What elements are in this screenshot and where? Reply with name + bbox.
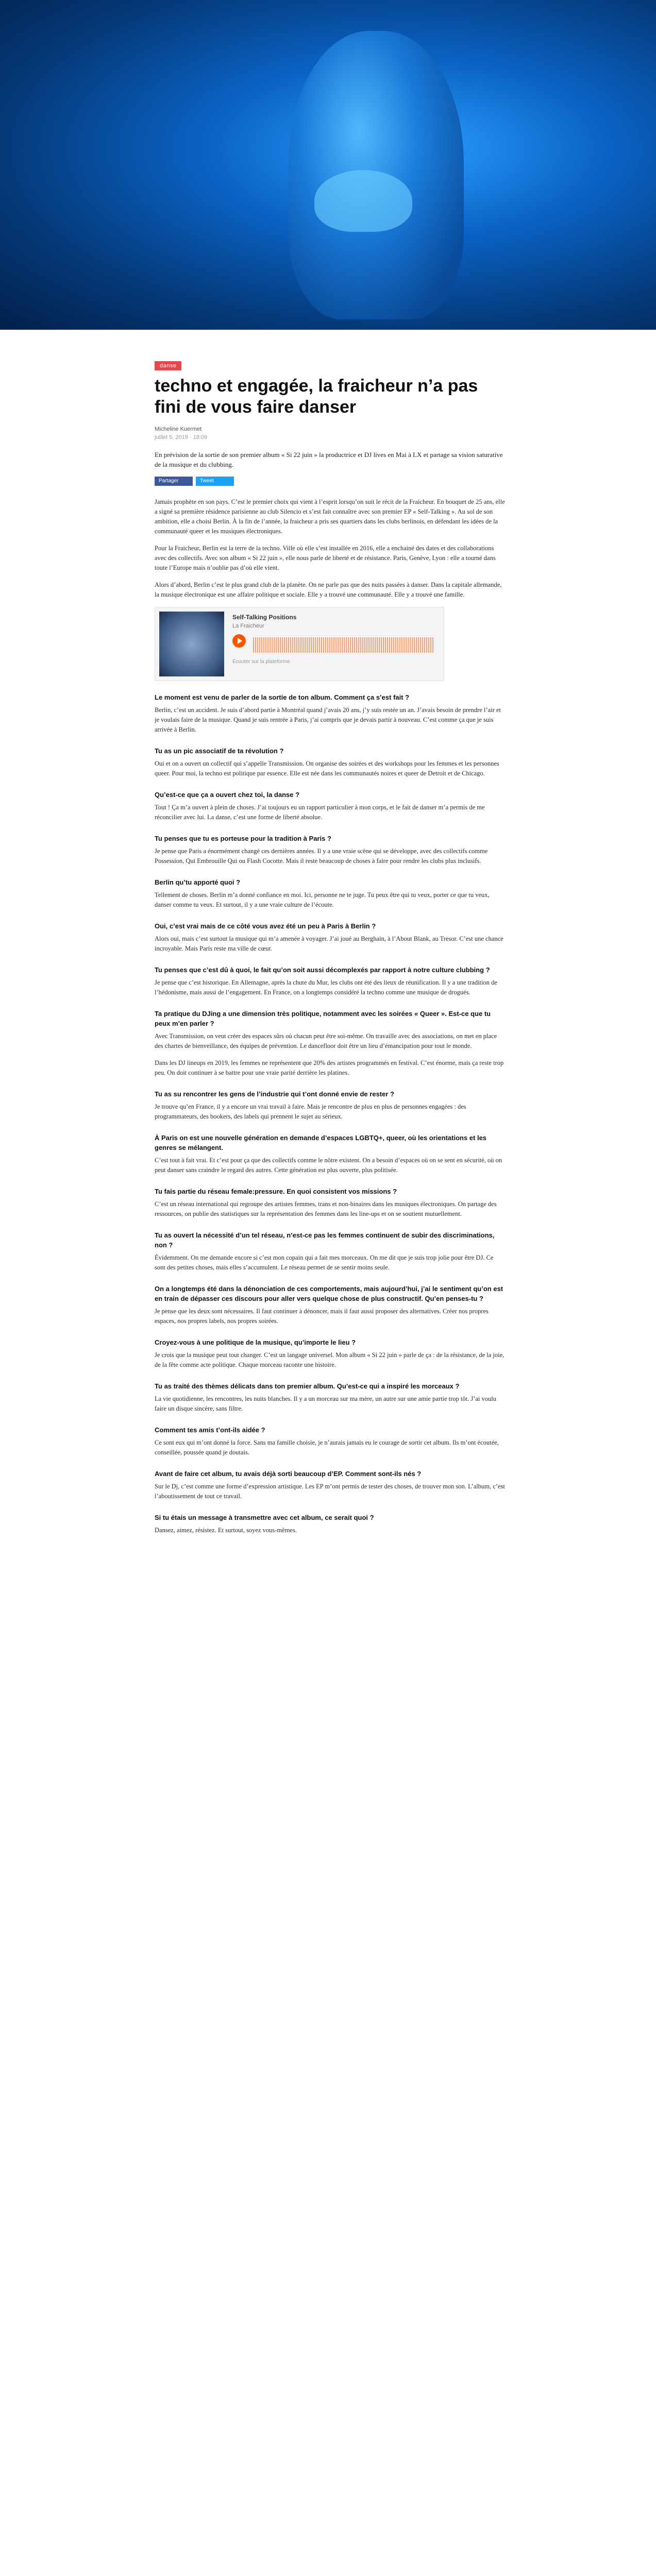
paragraph: La vie quotidienne, les rencontres, les nuits blanches. Il y a un morceau sur ma mère, un autre sur une amie partie trop tôt. J’ai voulu faire un disque sincère, sans filtre. <box>155 1395 496 1412</box>
question: Berlin qu’tu apporté quoi ? <box>155 878 241 886</box>
question: Tu as traité des thèmes délicats dans ton premier album. Qu’est-ce qui a inspiré les morceaux ? <box>155 1382 460 1390</box>
paragraph: Ce sont eux qui m’ont donné la force. Sans ma famille choisie, je n’aurais jamais eu le courage de sortir cet album. Ils m’ont écoutée, conseillée, poussée quand je doutais. <box>155 1439 499 1456</box>
question: Si tu étais un message à transmettre avec cet album, ce serait quoi ? <box>155 1514 374 1521</box>
paragraph: Alors oui, mais c’est surtout la musique qui m’a amenée à voyager. J’ai joué au Berghain, à l’About Blank, au Tresor. C’est une chance incroyable. Mais Paris reste ma ville de cœur. <box>155 935 503 952</box>
question: Comment tes amis t’ont-ils aidée ? <box>155 1426 265 1434</box>
paragraph: Évidemment. On me demande encore si c’est mon copain qui a fait mes morceaux. On me dit que je suis trop jolie pour être DJ. Ce sont des petites choses, mais elles s’accumulent. Le réseau permet de se sentir moins seule. <box>155 1254 494 1271</box>
paragraph: Dans les DJ lineups en 2019, les femmes ne représentent que 20% des artistes programmés en festival. C’est énorme, mais ça reste trop peu. On doit continuer à se battre pour une vraie parité derrière les platines. <box>155 1059 504 1076</box>
question: Tu as su rencontrer les gens de l’industrie qui t’ont donné envie de rester ? <box>155 1090 394 1098</box>
category-badge[interactable]: danse <box>155 361 181 370</box>
waveform[interactable] <box>253 637 433 653</box>
question: On a longtemps été dans la dénonciation de ces comportements, mais aujourd’hui, j’ai le sentiment qu’on est en train de dépasser ces discours pour aller vers quelque chose de plus constructif. Qu’en penses-tu ? <box>155 1285 503 1302</box>
paragraph: Tellement de choses. Berlin m’a donné confiance en moi. Ici, personne ne te juge. Tu peux être qui tu veux, porter ce que tu veux, danser comme tu veux. Et surtout, il y a une vraie culture de l’écoute. <box>155 891 490 908</box>
paragraph: Pour la Fraicheur, Berlin est la terre de la techno. Ville où elle s’est installée en 2016, elle a enchainé des dates et des collaborations avec des collectifs. Avec son album « Si 22 juin », elle nous parle de liberté et de résistance. Paris, Genève, Lyon : elle a tourné dans toute l’Europe mais n’oublie pas d’où elle vient. <box>155 545 496 571</box>
paragraph: Alors d’abord, Berlin c’est le plus grand club de la planète. On ne parle pas que des nuits passées à danser. Dans la capitale allemande, la musique électronique est une affaire politique et sociale. Elle y a trouvé une communauté. Elle y a trouvé une famille. <box>155 581 502 598</box>
question: Ta pratique du DJing a une dimension très politique, notamment avec les soirées « Queer ». Est-ce que tu peux m’en parler ? <box>155 1010 491 1027</box>
paragraph: Dansez, aimez, résistez. Et surtout, soyez vous-mêmes. <box>155 1527 297 1534</box>
paragraph: Avec Transmission, on veut créer des espaces sûrs où chacun peut être soi-même. On travaille avec des associations, on met en place des chartes de bienveillance, des équipes de prévention. Le dancefloor doit être un lieu d’émancipation pour tout le monde. <box>155 1032 497 1049</box>
publish-date: juillet 5, 2019 · 18:09 <box>155 434 208 440</box>
article-lead: En prévision de la sortie de son premier album « Si 22 juin » la productrice et DJ lives en Mai à LX et partage sa vision saturative de la musique et du clubbing. <box>155 451 503 468</box>
track-source[interactable]: Écouter sur la plateforme <box>232 659 290 665</box>
question: Tu penses que c’est dû à quoi, le fait qu’on soit aussi décomplexés par rapport à notre culture clubbing ? <box>155 966 490 974</box>
portrait-hand <box>314 170 412 232</box>
paragraph: Berlin, c’est un accident. Je suis d’abord partie à Montréal quand j’avais 20 ans, j’y suis restée un an. J’avais besoin de prendre l’air et je voulais faire de la musique. Quand je suis rentrée à Paris, j’ai compris que je devais partir à nouveau. C’est comme ça que je suis arrivée à Berlin. <box>155 706 501 733</box>
byline <box>155 425 505 442</box>
paragraph: Je pense que c’est historique. En Allemagne, après la chute du Mur, les clubs ont été des lieux de réunification. Il y a une tradition de l’hédonisme, mais aussi de l’engagement. En France, on a longtemps considéré la techno comme une musique de drogués. <box>155 979 497 996</box>
question: Le moment est venu de parler de la sortie de ton album. Comment ça s’est fait ? <box>155 693 410 701</box>
track-title[interactable]: Self-Talking Positions <box>232 614 297 621</box>
paragraph: Tout ! Ça m’a ouvert à plein de choses. J’ai toujours eu un rapport particulier à mon corps, et le fait de danser m’a permis de me réconcilier avec lui. La danse, c’est une forme de liberté absolue. <box>155 804 485 821</box>
question: Tu fais partie du réseau female:pressure. En quoi consistent vos missions ? <box>155 1188 397 1195</box>
question: À Paris on est une nouvelle génération en demande d’espaces LGBTQ+, queer, où les orientations et les genres se mélangent. <box>155 1134 487 1151</box>
paragraph: Oui et on a ouvert un collectif qui s’appelle Transmission. On organise des soirées et des workshops pour les femmes et les personnes queer. Pour moi, la techno est politique par essence. Elle est née dans les communautés noires et queer de Detroit et de Chicago. <box>155 760 499 777</box>
paragraph: C’est un réseau international qui regroupe des artistes femmes, trans et non-binaires dans les musiques électroniques. On partage des ressources, on publie des statistiques sur la représentation des femmes dans les line-ups et on se soutient mutuellement. <box>155 1200 497 1217</box>
paragraph: Sur le Dj, c’est comme une forme d’expression artistique. Les EP m’ont permis de tester des choses, de trouver mon son. L’album, c’est l’aboutissement de tout ce travail. <box>155 1483 505 1500</box>
article-content <box>155 361 505 1543</box>
paragraph: Je trouve qu’en France, il y a encore un vrai travail à faire. Mais je rencontre de plus en plus de personnes engagées : des programmateurs, des bookers, des labels qui prennent le sujet au sérieux. <box>155 1103 466 1120</box>
hero-image <box>0 0 656 330</box>
track-artist[interactable]: La Fraicheur <box>232 623 264 629</box>
play-icon[interactable] <box>232 634 246 648</box>
question: Croyez-vous à une politique de la musique, qu’importe le lieu ? <box>155 1338 356 1346</box>
question: Oui, c’est vrai mais de ce côté vous avez été un peu à Paris à Berlin ? <box>155 922 376 930</box>
twitter-share-button[interactable]: Tweet <box>196 477 234 486</box>
paragraph: C’est tout à fait vrai. Et c’est pour ça que des collectifs comme le nôtre existent. On a besoin d’espaces où on se sent en sécurité, où on peut danser sans craindre le regard des autres. Cette génération est plus ouverte, plus politisée. <box>155 1157 502 1174</box>
paragraph: Je pense que les deux sont nécessaires. Il faut continuer à dénoncer, mais il faut aussi proposer des alternatives. Créer nos propres espaces, nos propres labels, nos propres soirées. <box>155 1308 489 1325</box>
paragraph: Jamais prophète en son pays. C’est le premier choix qui vient à l’esprit lorsqu’on suit le récit de la Fraicheur. En bouquet de 25 ans, elle a signé sa première résidence parisienne au club Silencio et s’est fait connaître avec son premier EP « Self-Talking ». Au sol de son ambition, elle a choisi Berlin. À la fin de l’année, la fraicheur a pris ses quartiers dans les clubs berlinois, en défendant les idées de la communauté queer et les musiques électroniques. <box>155 498 505 535</box>
facebook-share-button[interactable]: Partager <box>155 477 193 486</box>
soundcloud-player[interactable] <box>155 607 444 681</box>
album-cover <box>159 612 224 676</box>
paragraph: Je pense que Paris a énormément changé ces dernières années. Il y a une vraie scène qui se développe, avec des collectifs comme Possession, Qui Embrouille Qui ou Flash Cocotte. Mais il reste beaucoup de choses à faire pour rendre les clubs plus inclusifs. <box>155 848 488 865</box>
question: Tu penses que tu es porteuse pour la tradition à Paris ? <box>155 835 331 842</box>
author-name[interactable]: Micheline Kuermet <box>155 426 202 432</box>
question: Tu as ouvert la nécessité d’un tel réseau, n’est-ce pas les femmes continuent de subir des discriminations, non ? <box>155 1231 495 1249</box>
question: Qu’est-ce que ça a ouvert chez toi, la danse ? <box>155 791 300 799</box>
article-title: techno et engagée, la fraicheur n’a pas fini de vous faire danser <box>155 376 478 417</box>
question: Tu as un pic associatif de ta révolution ? <box>155 747 284 755</box>
share-bar <box>155 477 505 486</box>
question: Avant de faire cet album, tu avais déjà sorti beaucoup d’EP. Comment sont-ils nés ? <box>155 1470 422 1478</box>
paragraph: Je crois que la musique peut tout changer. C’est un langage universel. Mon album « Si 22 juin » parle de ça : de la résistance, de la joie, de la fête comme acte politique. Chaque morceau raconte une histoire. <box>155 1351 504 1368</box>
